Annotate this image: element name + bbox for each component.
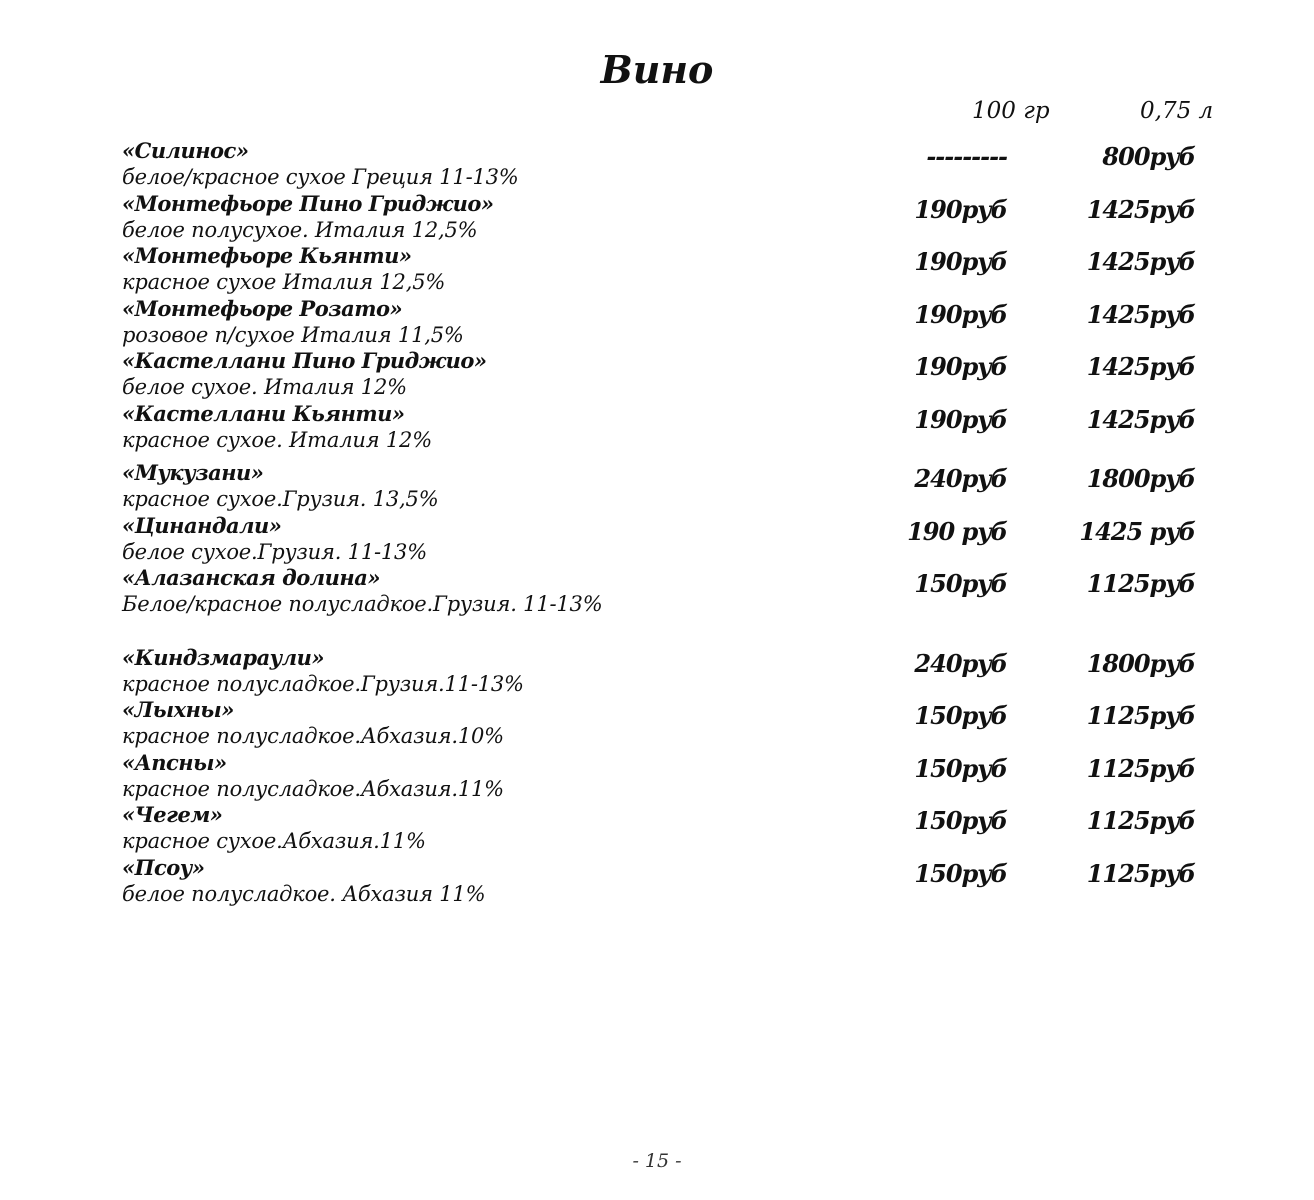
wine-name: «Чегем» [122, 802, 223, 827]
price-bottle: 1125руб [1086, 753, 1195, 783]
price-bottle: 1425руб [1086, 194, 1195, 224]
price-glass: 190 руб [907, 516, 1007, 546]
wine-description: красное полусладкое.Абхазия.11% [122, 776, 504, 801]
wine-description: красное полусладкое.Грузия.11-13% [122, 671, 524, 696]
wine-name: «Лыхны» [122, 697, 234, 722]
wine-description: белое/красное сухое Греция 11-13% [122, 165, 519, 189]
wine-item [122, 138, 1222, 191]
wine-description: Белое/красное полусладкое.Грузия. 11-13% [122, 592, 603, 616]
column-header-glass: 100 гр [972, 98, 1050, 124]
price-glass: 240руб [914, 464, 1007, 493]
price-glass: 150руб [914, 569, 1007, 598]
wine-description: белое сухое. Италия 12% [122, 375, 407, 399]
price-bottle: 1800руб [1086, 648, 1195, 678]
wine-name: «Цинандали» [122, 512, 282, 538]
wine-name: «Силинос» [122, 138, 249, 163]
wine-description: белое полусухое. Италия 12,5% [122, 217, 478, 242]
price-glass: 150руб [914, 858, 1007, 888]
wine-item [122, 855, 1222, 908]
wine-name: «Алазанская долина» [122, 565, 380, 590]
wine-item [122, 243, 1222, 296]
price-glass: --------- [926, 142, 1007, 171]
price-bottle: 1125руб [1086, 858, 1195, 888]
price-bottle: 1425руб [1086, 299, 1195, 329]
wine-description: красное сухое. Италия 12% [122, 427, 432, 452]
price-bottle: 1125руб [1086, 806, 1195, 835]
price-glass: 150руб [914, 806, 1007, 835]
wine-item [122, 697, 1222, 750]
wine-name: «Кастеллани Кьянти» [122, 400, 405, 426]
wine-item [122, 401, 1222, 454]
column-header-bottle: 0,75 л [1140, 98, 1214, 124]
wine-item [122, 802, 1222, 855]
price-glass: 190руб [914, 352, 1007, 381]
wine-item [122, 296, 1222, 349]
price-glass: 190руб [914, 247, 1007, 276]
price-glass: 150руб [914, 701, 1007, 730]
price-bottle: 1425руб [1086, 404, 1195, 434]
wine-name: «Псоу» [122, 854, 205, 880]
price-bottle: 1800руб [1086, 464, 1195, 493]
wine-description: розовое п/сухое Италия 11,5% [122, 322, 464, 347]
wine-description: красное сухое.Грузия. 13,5% [122, 487, 439, 511]
price-glass: 190руб [914, 299, 1007, 329]
wine-description: красное сухое Италия 12,5% [122, 270, 446, 294]
wine-name: «Мукузани» [122, 460, 264, 485]
wine-name: «Кастеллани Пино Гриджио» [122, 348, 487, 373]
wine-item [122, 750, 1222, 803]
wine-name: «Апсны» [122, 749, 227, 775]
price-glass: 150руб [914, 753, 1007, 783]
wine-name: «Монтефьоре Кьянти» [122, 243, 412, 268]
price-glass: 190руб [914, 194, 1007, 224]
price-bottle: 1425 руб [1079, 516, 1195, 546]
wine-item [122, 191, 1222, 244]
wine-name: «Киндзмараули» [122, 644, 324, 670]
price-bottle: 800руб [1102, 142, 1195, 171]
price-glass: 240руб [914, 648, 1007, 678]
wine-name: «Монтефьоре Розато» [122, 295, 403, 321]
price-bottle: 1425руб [1086, 247, 1195, 276]
wine-item [122, 513, 1222, 566]
wine-description: белое полусладкое. Абхазия 11% [122, 881, 486, 906]
wine-list [122, 138, 1222, 907]
page-title: Вино [600, 47, 714, 92]
price-bottle: 1125руб [1086, 701, 1195, 730]
wine-description: белое сухое.Грузия. 11-13% [122, 539, 427, 564]
wine-description: красное сухое.Абхазия.11% [122, 829, 426, 853]
wine-item [122, 645, 1222, 698]
price-bottle: 1425руб [1086, 352, 1195, 381]
price-glass: 190руб [914, 404, 1007, 434]
wine-item [122, 348, 1222, 401]
page-number: - 15 - [632, 1150, 682, 1172]
wine-description: красное полусладкое.Абхазия.10% [122, 724, 504, 748]
wine-name: «Монтефьоре Пино Гриджио» [122, 190, 494, 216]
wine-item [122, 565, 1222, 618]
wine-item [122, 460, 1222, 513]
price-bottle: 1125руб [1086, 569, 1195, 598]
